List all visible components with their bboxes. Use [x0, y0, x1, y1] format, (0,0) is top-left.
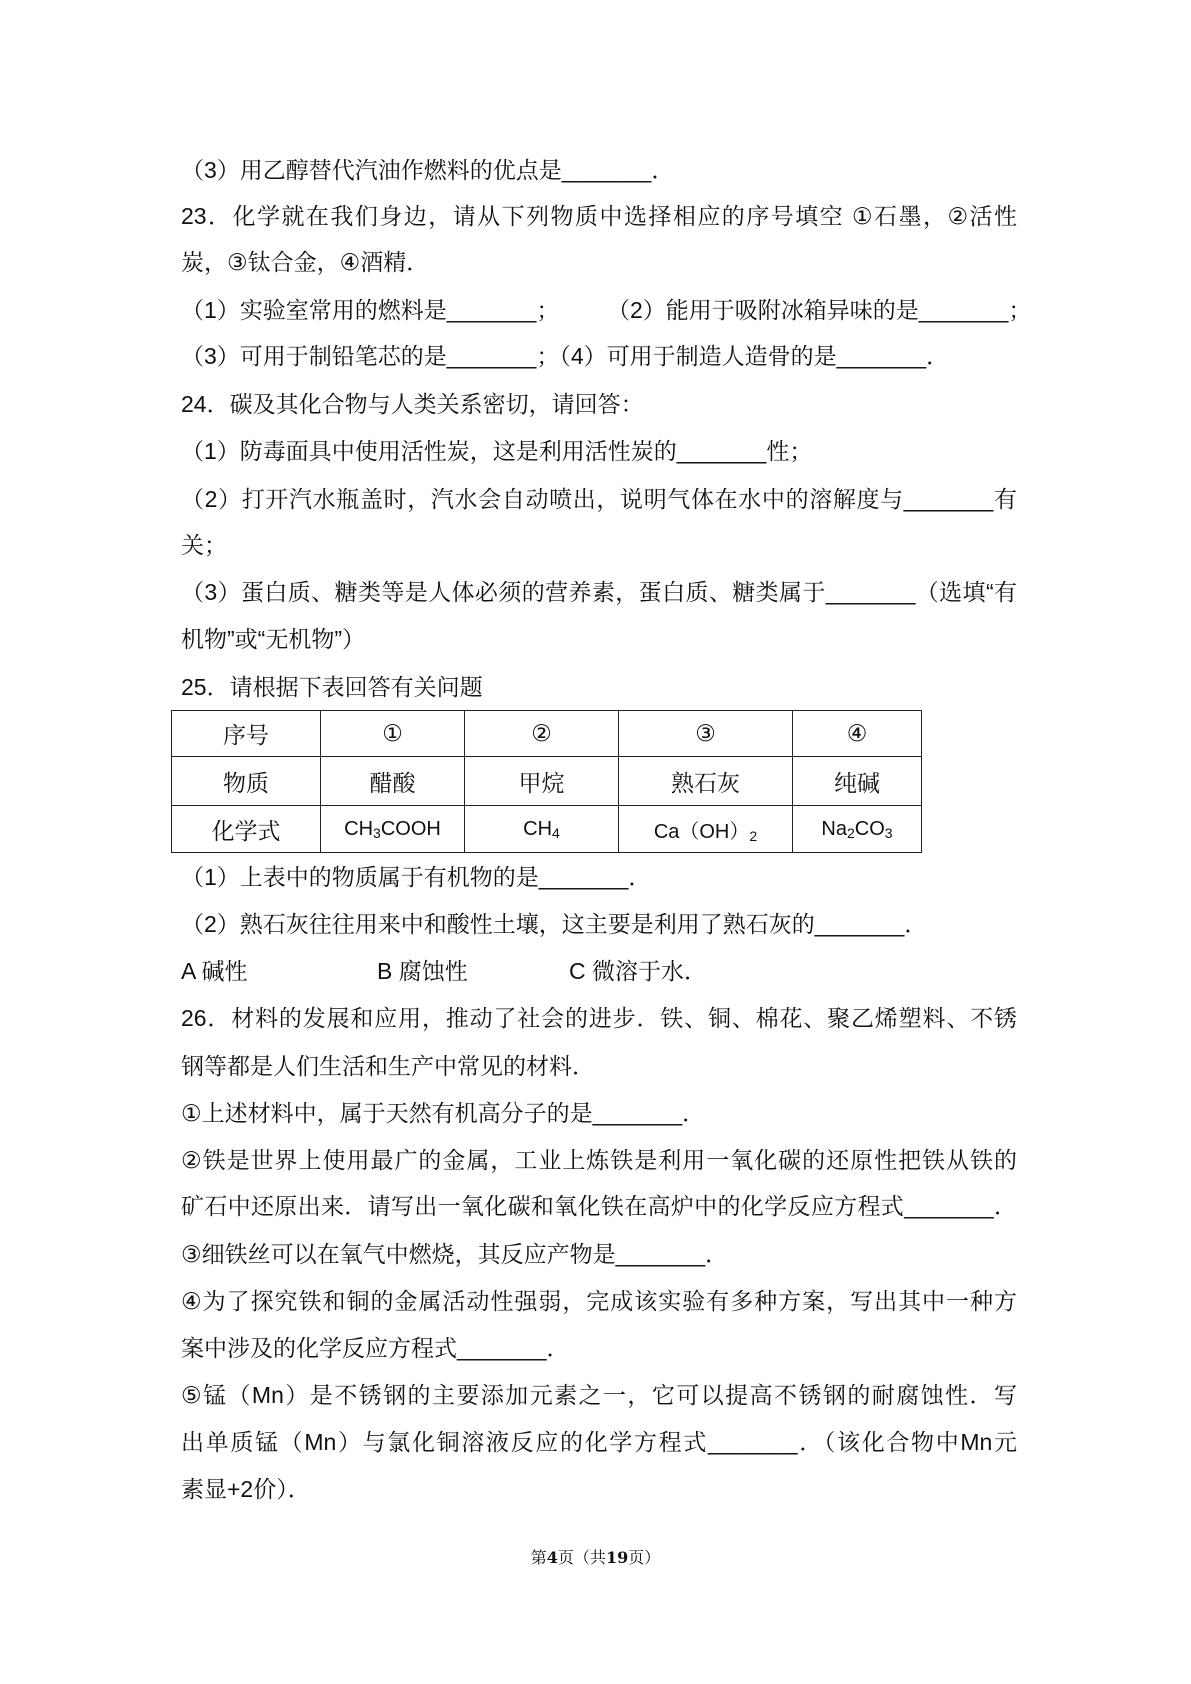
q22-part3-line: （3）用乙醇替代汽油作燃料的优点是_______．: [181, 157, 675, 183]
q24-part1: （1）防毒面具中使用活性炭，这是利用活性炭的_______性；: [181, 438, 813, 464]
q25-option-a: A 碱性: [181, 958, 248, 984]
q24-stem: 24．碳及其化合物与人类关系密切，请回答：: [181, 391, 644, 417]
q26-stem-line1: 26．材料的发展和应用，推动了社会的进步．铁、铜、棉花、聚乙烯塑料、不锈: [181, 1005, 1017, 1031]
table-header-cell: 序号: [172, 711, 321, 757]
formula-slaked-lime: $Ca(OH)_2$: [619, 806, 793, 853]
table-cell: 醋酸: [321, 757, 465, 806]
q25-part1: （1）上表中的物质属于有机物的是_______．: [181, 864, 652, 890]
footer-prefix: 第: [530, 1548, 547, 1567]
page-total: 19: [605, 1548, 629, 1567]
q26-item5-line3: 素显+2价）．: [181, 1476, 311, 1502]
footer-suffix: 页）: [628, 1548, 661, 1567]
q26-item3: ③细铁丝可以在氧气中燃烧，其反应产物是_______．: [181, 1241, 729, 1267]
table-header-cell: 物质: [172, 757, 321, 806]
table-row-substance: [172, 757, 922, 806]
q26-item2-line1: ②铁是世界上使用最广的金属，工业上炼铁是利用一氧化碳的还原性把铁从铁的: [181, 1147, 1017, 1173]
q26-item2-line2: 矿石中还原出来．请写出一氧化碳和氧化铁在高炉中的化学反应方程式_______．: [181, 1193, 1017, 1219]
q23-stem-line1: 23．化学就在我们身边，请从下列物质中选择相应的序号填空 ①石墨，②活性: [181, 203, 1017, 229]
table-cell: 甲烷: [465, 757, 619, 806]
q25-option-b: B 腐蚀性: [377, 958, 468, 984]
table-cell: ④: [793, 711, 922, 757]
q25-stem: 25．请根据下表回答有关问题: [181, 674, 483, 700]
table-row-formula: [172, 806, 922, 853]
q26-item4-line1: ④为了探究铁和铜的金属活动性强弱，完成该实验有多种方案，写出其中一种方: [181, 1288, 1017, 1314]
formula-methane: $CH_4$: [465, 806, 619, 853]
q23-part3-4: （3）可用于制铅笔芯的是_______；（4）可用于制造人造骨的是_______．: [181, 343, 950, 369]
table-cell: 熟石灰: [619, 757, 793, 806]
footer-middle: 页（共: [557, 1548, 606, 1567]
table-cell: ①: [321, 711, 465, 757]
q23-part1: （1）实验室常用的燃料是_______；: [181, 297, 560, 323]
table-cell: 纯碱: [793, 757, 922, 806]
q26-item5-line2: 出单质锰（Mn）与氯化铜溶液反应的化学方程式_______．（该化合物中Mn元: [181, 1429, 1017, 1455]
q26-item4-line2: 案中涉及的化学反应方程式_______．: [181, 1335, 570, 1361]
page-number: 4: [546, 1548, 558, 1567]
q24-part2-line2: 关；: [181, 532, 227, 558]
page-footer: [0, 1548, 1191, 1568]
q23-part2: （2）能用于吸附冰箱异味的是_______；: [607, 297, 1032, 323]
q23-stem-line2: 炭，③钛合金，④酒精．: [181, 249, 430, 275]
q24-part2-line1: （2）打开汽水瓶盖时，汽水会自动喷出，说明气体在水中的溶解度与_______有: [181, 486, 1017, 512]
formula-soda-ash: $Na_2CO_3$: [793, 806, 922, 853]
substance-table: [171, 710, 922, 853]
table-cell: ③: [619, 711, 793, 757]
q25-part2: （2）熟石灰往往用来中和酸性土壤，这主要是利用了熟石灰的_______．: [181, 911, 928, 937]
q26-item5-line1: ⑤锰（Mn）是不锈钢的主要添加元素之一，它可以提高不锈钢的耐腐蚀性．写: [181, 1382, 1017, 1408]
q26-stem-line2: 钢等都是人们生活和生产中常见的材料．: [181, 1053, 595, 1079]
table-row-number: [172, 711, 922, 757]
q25-option-c: C 微溶于水．: [569, 958, 707, 984]
formula-acetic-acid: $CH_3COOH$: [321, 806, 465, 853]
table-header-cell: 化学式: [172, 806, 321, 853]
q26-item1: ①上述材料中，属于天然有机高分子的是_______．: [181, 1100, 706, 1126]
q24-part3-line2: 机物”或“无机物”）: [181, 626, 365, 652]
q24-part3-line1: （3）蛋白质、糖类等是人体必须的营养素，蛋白质、糖类属于_______（选填“有: [181, 579, 1017, 605]
table-cell: ②: [465, 711, 619, 757]
